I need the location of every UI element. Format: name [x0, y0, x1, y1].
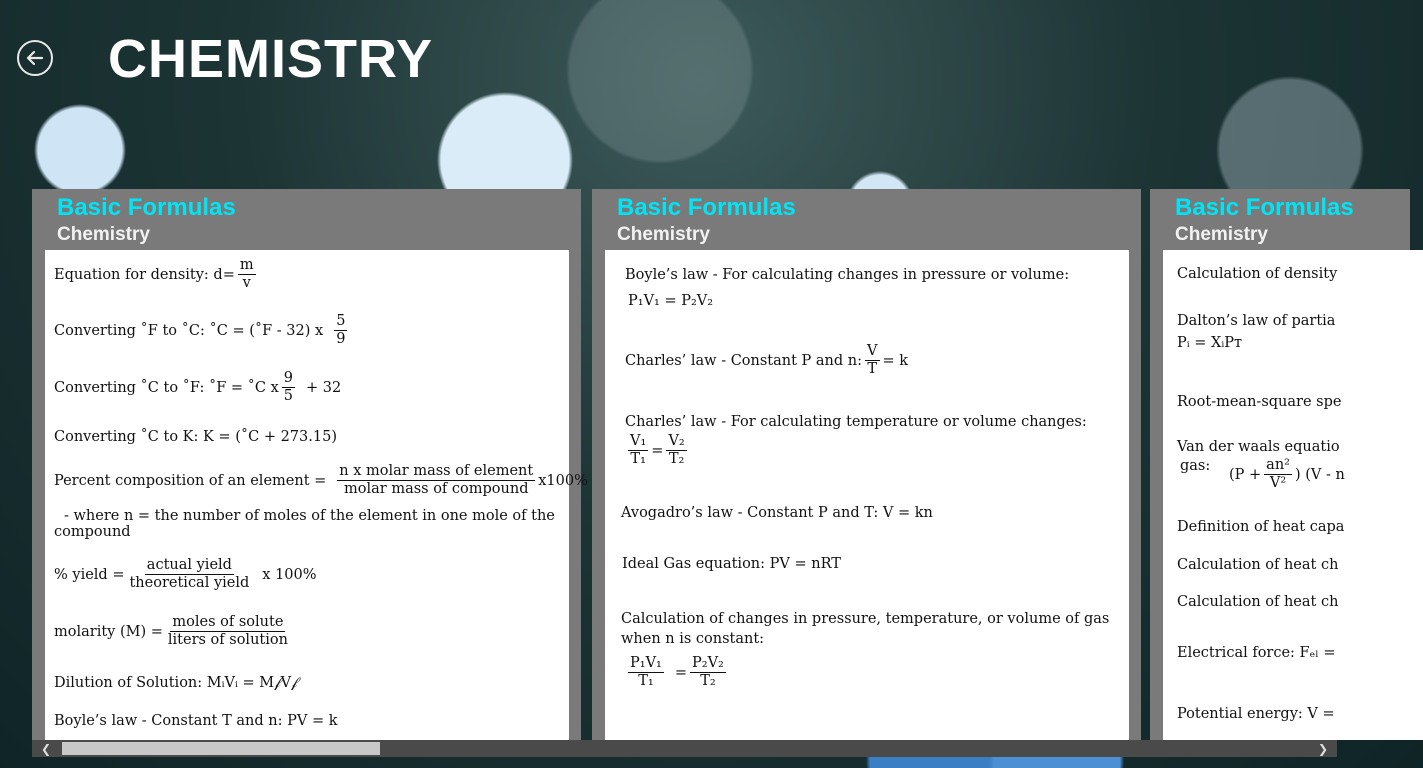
percent-note-2: compound: [54, 524, 131, 540]
panel-subtitle: Chemistry: [617, 224, 710, 245]
ideal-gas-formula: Ideal Gas equation: PV = nRT: [622, 556, 841, 572]
formula-content: [45, 250, 588, 740]
panel-header: [592, 189, 1141, 249]
percent-note: - where n = the number of moles of the element in one mole of the: [64, 508, 555, 524]
scroll-right-icon[interactable]: ❯: [1317, 741, 1329, 756]
c-to-k-formula: Converting ˚C to K: K = (˚C + 273.15): [54, 429, 337, 445]
combined-gas-equation: P₁V₁ T₁ = $\frac{\text{P₂V₂}}{\text{T₂}}$: [630, 655, 724, 689]
rms-speed: Root-mean-square spe: [1177, 394, 1342, 410]
charles-formula: Charles’ law - Constant P and n: $\frac{V}{T}$ = k: [625, 343, 909, 377]
c-to-f-formula: Converting ˚C to ˚F: ˚F = ˚C x 9 5 + 32: [54, 370, 342, 404]
formula-content: [1163, 250, 1423, 740]
molarity-formula: molarity (M) = moles of solute liters of solution: [54, 614, 288, 648]
panel-title: Basic Formulas: [57, 194, 236, 221]
percent-composition-formula: Percent composition of an element = n x molar mass of element molar mass of compound x100%: [54, 463, 588, 497]
formula-panel-2: [592, 189, 1141, 740]
combined-gas-title: Calculation of changes in pressure, temperature, or volume of gas: [621, 611, 1110, 627]
panel-header: [1150, 189, 1410, 249]
boyle-title: Boyle’s law - For calculating changes in pressure or volume:: [625, 267, 1070, 283]
panel-header: [32, 189, 581, 249]
heat-change-1: Calculation of heat ch: [1177, 557, 1339, 573]
avogadro-formula: Avogadro’s law - Constant P and T: V = kn: [621, 505, 933, 521]
charles-title: Charles’ law - For calculating temperature or volume changes:: [625, 414, 1087, 430]
charles-ratio-equation: $\frac{\text{V₁}}{\text{T₁}}$ = $\frac{\text{V₂}}{\text{T₂}}$: [630, 433, 685, 467]
formula-content: [605, 250, 1129, 740]
panel-scroller[interactable]: [32, 187, 1354, 740]
van-der-waals-equation: (P + $\frac{\text{an²}}{\text{V²}}$ ) (V - n: [1229, 457, 1345, 491]
density-calc: Calculation of density: [1177, 266, 1338, 282]
boyle-equation: P₁V₁ = P₂V₂: [628, 293, 714, 309]
yield-formula: % yield = actual yield theoretical yield x 100%: [54, 557, 317, 591]
back-arrow-icon: [25, 48, 45, 68]
formula-panel-3: [1150, 189, 1410, 740]
potential-energy: Potential energy: V =: [1177, 706, 1335, 722]
back-button[interactable]: [17, 40, 53, 76]
page-title: CHEMISTRY: [108, 29, 434, 89]
combined-gas-title-2: when n is constant:: [621, 631, 765, 647]
panel-subtitle: Chemistry: [1175, 224, 1268, 245]
van-der-waals-gas: gas:: [1180, 458, 1211, 474]
panel-title: Basic Formulas: [617, 194, 796, 221]
formula-panel-1: [32, 189, 588, 740]
f-to-c-formula: Converting ˚F to ˚C: ˚C = (˚F - 32) x 5 9: [54, 313, 346, 347]
panel-title: Basic Formulas: [1175, 194, 1354, 221]
horizontal-scrollbar[interactable]: [32, 740, 1337, 757]
heat-change-2: Calculation of heat ch: [1177, 594, 1339, 610]
dalton-equation: Pᵢ = XᵢPᴛ: [1177, 335, 1243, 351]
scroll-left-icon[interactable]: ❮: [40, 741, 52, 756]
van-der-waals: Van der waals equatio: [1177, 439, 1340, 455]
boyle-formula: Boyle’s law - Constant T and n: PV = k: [54, 713, 338, 729]
dalton-law: Dalton’s law of partia: [1177, 313, 1336, 329]
density-formula: Equation for density: d= $\frac{m}{v}$: [54, 257, 254, 291]
panel-subtitle: Chemistry: [57, 224, 150, 245]
electrical-force: Electrical force: Fₑₗ =: [1177, 645, 1336, 661]
scrollbar-thumb[interactable]: [62, 742, 380, 755]
dilution-formula: Dilution of Solution: MᵢVᵢ = M𝒻V𝒻: [54, 675, 298, 691]
heat-capacity: Definition of heat capa: [1177, 519, 1345, 535]
